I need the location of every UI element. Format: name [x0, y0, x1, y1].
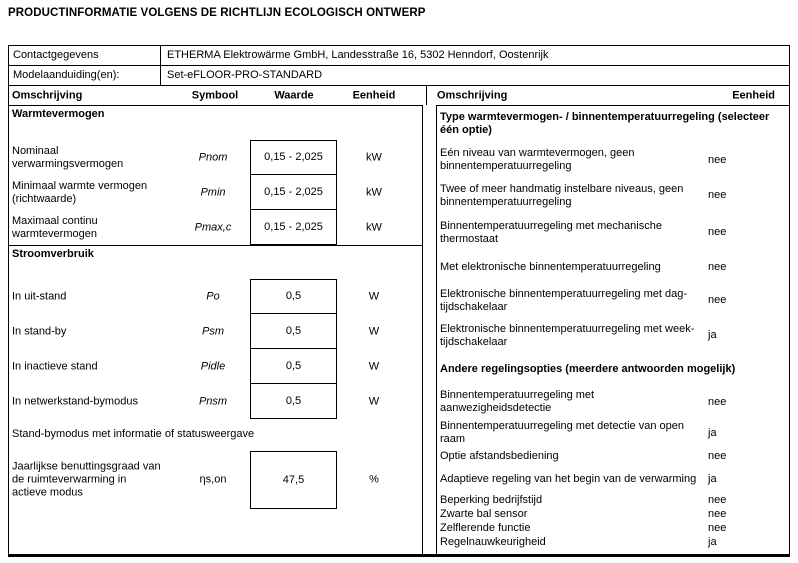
row-symbol: Pmax,c: [194, 221, 232, 233]
row-label: Binnentemperatuurregeling met detectie van open raam: [440, 420, 684, 445]
table-row: [437, 213, 789, 252]
row-label: Jaarlijkse benuttingsgraad van de ruimteverwarming in actieve modus: [12, 460, 161, 499]
row-value: nee: [708, 521, 727, 534]
row-label: Eén niveau van warmtevermogen, geen binnentemperatuurregeling: [440, 147, 635, 172]
table-row: [437, 283, 789, 318]
row-label: In stand-by: [12, 325, 67, 337]
row-symbol: Pnsm: [198, 395, 228, 407]
row-unit: W: [368, 360, 380, 372]
col-header-description-left: Omschrijving: [12, 89, 83, 101]
row-label: Zwarte bal sensor: [440, 507, 528, 520]
row-label: In inactieve stand: [12, 360, 98, 372]
model-label: Modelaanduiding(en):: [9, 66, 161, 85]
row-value: ja: [708, 536, 717, 548]
row-value: 0,15 - 2,025: [264, 220, 323, 233]
row-symbol: Pmin: [200, 186, 226, 198]
row-label: Minimaal warmte vermogen (richtwaarde): [12, 179, 148, 205]
row-symbol: ηs,on: [199, 473, 227, 486]
row-label: Binnentemperatuurregeling met aanwezigheidsdetectie: [440, 389, 595, 414]
value-box: [250, 383, 337, 419]
row-label: Elektronische binnentemperatuurregeling met dag-tijdschakelaar: [440, 287, 688, 313]
table-row: [9, 140, 422, 175]
row-unit: %: [369, 473, 379, 486]
table-row: [437, 448, 789, 465]
row-unit: W: [368, 395, 380, 407]
row-label: Adaptieve regeling van het begin van de verwarming: [440, 472, 697, 485]
table-row: [9, 384, 422, 419]
table-row: [9, 447, 422, 513]
model-value: Set-eFLOOR-PRO-STANDARD: [167, 69, 323, 81]
row-value: nee: [708, 507, 727, 520]
value-box: [250, 313, 337, 349]
row-label: Beperking bedrijfstijd: [440, 493, 543, 506]
table-body: [9, 105, 789, 554]
value-box: [250, 174, 337, 210]
table-row: [437, 521, 789, 535]
row-symbol: Pidle: [200, 360, 226, 372]
value-box: [250, 140, 337, 175]
row-unit: kW: [366, 151, 382, 163]
row-symbol: Psm: [202, 325, 224, 337]
table-row: [437, 535, 789, 550]
section-heading-stroomverbruik: Stroomverbruik: [9, 245, 422, 279]
value-box: [250, 279, 337, 314]
row-unit: W: [368, 290, 380, 302]
table-row: [437, 493, 789, 507]
table-row: [437, 178, 789, 213]
table-row: [437, 465, 789, 493]
row-unit: W: [368, 325, 380, 337]
col-header-description-right: Omschrijving: [437, 89, 508, 101]
table-row: [437, 386, 789, 418]
row-value: nee: [708, 294, 727, 306]
table-row: [437, 507, 789, 521]
row-label: Binnentemperatuurregeling met mechanische thermostaat: [440, 219, 662, 245]
table-row: [437, 252, 789, 283]
contact-row: [9, 46, 789, 66]
row-label: In netwerkstand-bymodus: [12, 395, 138, 407]
row-value: ja: [708, 426, 717, 439]
table-row: [9, 314, 422, 349]
table-row: [9, 210, 422, 245]
row-value: ja: [708, 472, 717, 485]
col-header-unit-right: Eenheid: [732, 89, 775, 101]
contact-value: ETHERMA Elektrowärme GmbH, Landesstraße 16, 5302 Henndorf, Oostenrijk: [167, 49, 549, 61]
section-heading-andere-regelingsopties: Andere regelingsopties (meerdere antwoorden mogelijk): [440, 363, 736, 375]
row-symbol: Pnom: [198, 151, 228, 163]
row-value: 0,5: [285, 324, 302, 337]
row-value: 0,5: [285, 359, 302, 372]
row-value: nee: [708, 261, 727, 273]
value-box: [250, 451, 337, 509]
row-unit: kW: [366, 186, 382, 198]
model-row: [9, 66, 789, 86]
row-label: Nominaal verwarmingsvermogen: [12, 144, 124, 170]
row-value: nee: [708, 493, 727, 506]
row-label: In uit-stand: [12, 290, 67, 302]
row-value: ja: [708, 329, 717, 341]
left-panel: [9, 105, 423, 554]
table-row: [437, 318, 789, 353]
table-row: [9, 175, 422, 210]
row-value: nee: [708, 153, 727, 166]
table-row: [437, 142, 789, 178]
row-label: Elektronische binnentemperatuurregeling met week-tijdschakelaar: [440, 322, 695, 348]
table-row: [9, 349, 422, 384]
product-information-table: [8, 45, 790, 557]
row-label: Met elektronische binnentemperatuurregeling: [440, 261, 661, 273]
col-header-unit-left: Eenheid: [352, 89, 396, 101]
row-value: nee: [708, 395, 727, 408]
column-header-row: [9, 86, 789, 105]
table-row: [9, 279, 422, 314]
row-symbol: Po: [206, 290, 220, 302]
header-divider: [426, 86, 427, 105]
row-value: nee: [708, 226, 727, 238]
standby-note: Stand-bymodus met informatie of statusweergave: [12, 428, 255, 440]
table-row: [437, 418, 789, 448]
row-value: 47,5: [282, 473, 305, 486]
row-unit: kW: [366, 221, 382, 233]
row-value: 0,5: [285, 290, 302, 302]
row-value: 0,5: [285, 394, 302, 407]
contact-label: Contactgegevens: [9, 46, 161, 65]
row-label: Zelflerende functie: [440, 521, 531, 534]
right-panel: [436, 105, 789, 554]
row-value: nee: [708, 189, 727, 201]
row-label: Regelnauwkeurigheid: [440, 536, 546, 548]
row-value: 0,15 - 2,025: [264, 151, 323, 163]
row-label: Twee of meer handmatig instelbare niveaus, geen binnentemperatuurregeling: [440, 182, 684, 208]
page-title: PRODUCTINFORMATIE VOLGENS DE RICHTLIJN ECOLOGISCH ONTWERP: [8, 7, 426, 19]
section-heading-type-regeling: Type warmtevermogen- / binnentemperatuurregeling (selecteer één optie): [440, 111, 770, 136]
section-heading-warmtevermogen: Warmtevermogen: [12, 108, 105, 120]
col-header-value: Waarde: [274, 89, 314, 101]
value-box: [250, 209, 337, 245]
row-value: 0,15 - 2,025: [264, 185, 323, 198]
row-label: Maximaal continu warmtevermogen: [12, 214, 98, 240]
value-box: [250, 348, 337, 384]
row-label: Optie afstandsbediening: [440, 450, 559, 462]
row-value: nee: [708, 450, 727, 462]
col-header-symbol: Symbool: [191, 89, 239, 101]
